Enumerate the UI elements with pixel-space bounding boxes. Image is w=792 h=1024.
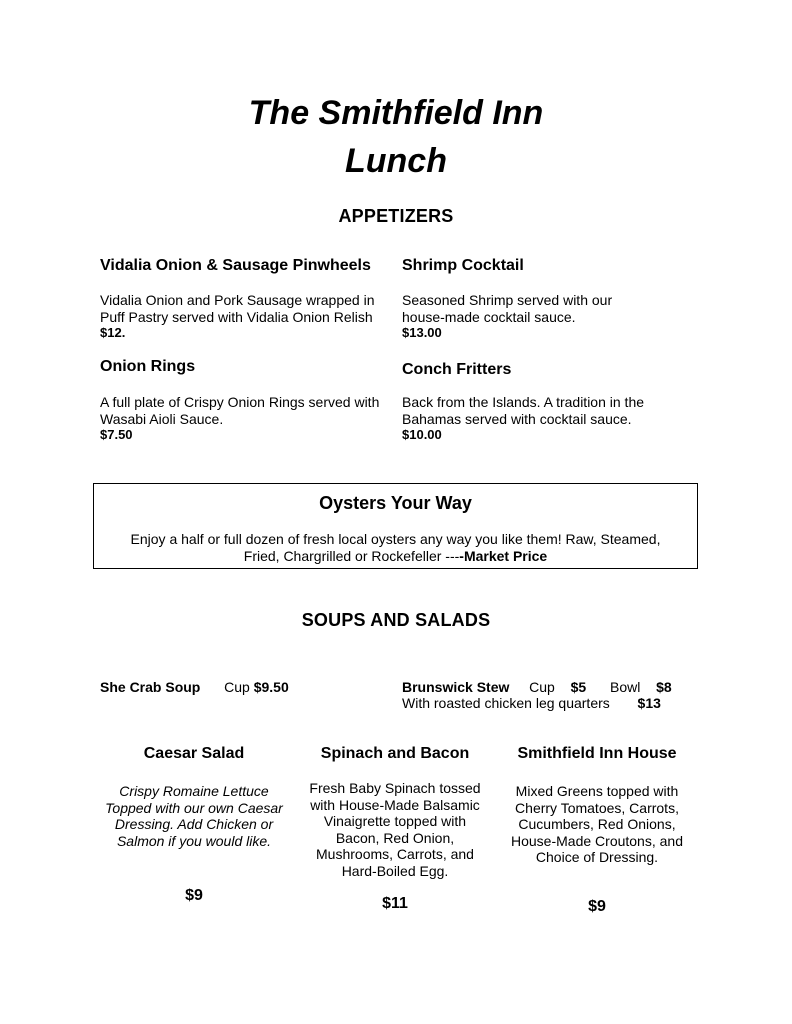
desc-line: Mixed Greens topped with xyxy=(515,783,679,799)
appetizers-heading: APPETIZERS xyxy=(338,206,454,226)
appetizer-name-conch-fritters: Conch Fritters xyxy=(402,361,512,378)
salad-name-house: Smithfield Inn House xyxy=(517,745,677,762)
appetizer-desc-conch-fritters xyxy=(402,394,644,443)
desc-line: house-made cocktail sauce. xyxy=(402,308,576,325)
salad-desc-spinach-bacon xyxy=(302,780,488,879)
desc-line: Back from the Islands. A tradition in the xyxy=(402,394,645,410)
brunswick-extra-row xyxy=(402,695,661,712)
desc-line: Fresh Baby Spinach tossed xyxy=(309,780,481,796)
desc-line: Crispy Romaine Lettuce xyxy=(119,783,269,799)
soups-salads-heading: SOUPS AND SALADS xyxy=(301,610,491,630)
desc-line: Mushrooms, Carrots, and xyxy=(316,846,474,862)
she-crab-cup-label: Cup xyxy=(224,679,250,695)
salad-name-caesar: Caesar Salad xyxy=(143,745,245,762)
desc-line: Vinaigrette topped with xyxy=(323,813,467,829)
appetizer-price-pinwheels: $12. xyxy=(100,325,126,340)
appetizer-price-conch-fritters: $10.00 xyxy=(402,427,442,442)
she-crab-soup-row xyxy=(100,679,289,696)
desc-line: Seasoned Shrimp served with our xyxy=(402,292,613,308)
desc-line: A full plate of Crispy Onion Rings served with xyxy=(100,394,380,410)
appetizer-price-onion-rings: $7.50 xyxy=(100,427,133,442)
desc-line: Topped with our own Caesar xyxy=(105,799,283,816)
meal-title: Lunch xyxy=(345,142,447,180)
brunswick-stew-row xyxy=(402,679,672,696)
brunswick-extra-text: With roasted chicken leg quarters xyxy=(402,695,610,711)
desc-line: Choice of Dressing. xyxy=(535,849,659,865)
desc-line: Puff Pastry served with Vidalia Onion Relish xyxy=(100,308,373,325)
salad-price-spinach-bacon: $11 xyxy=(382,895,408,912)
oysters-title: Oysters Your Way xyxy=(319,493,472,513)
salad-desc-caesar xyxy=(101,783,287,849)
desc-line: Bahamas served with cocktail sauce. xyxy=(402,410,632,427)
brunswick-stew-name: Brunswick Stew xyxy=(402,679,510,695)
salad-price-house: $9 xyxy=(588,898,606,915)
salad-caesar xyxy=(101,745,287,763)
brunswick-bowl-price: $8 xyxy=(656,679,672,695)
desc-line: with House-Made Balsamic xyxy=(310,796,480,813)
she-crab-soup-name: She Crab Soup xyxy=(100,679,201,695)
restaurant-title: The Smithfield Inn xyxy=(248,94,544,132)
desc-line: Vidalia Onion and Pork Sausage wrapped in xyxy=(100,292,375,308)
oysters-line-1: Enjoy a half or full dozen of fresh local oysters any way you like them! Raw, Steamed, xyxy=(130,531,661,547)
appetizer-name-onion-rings: Onion Rings xyxy=(100,358,196,375)
she-crab-cup-price: $9.50 xyxy=(253,679,289,695)
salad-desc-house xyxy=(504,783,690,866)
desc-line: Cucumbers, Red Onions, xyxy=(518,816,676,832)
desc-line: House-Made Croutons, and xyxy=(511,832,683,849)
salad-price-caesar: $9 xyxy=(185,887,203,904)
oysters-line-2-text: Fried, Chargrilled or Rockefeller --- xyxy=(243,547,460,564)
oysters-box xyxy=(93,483,698,569)
salad-spinach-bacon xyxy=(302,745,488,763)
appetizer-price-shrimp-cocktail: $13.00 xyxy=(402,325,442,340)
brunswick-cup-price: $5 xyxy=(570,679,587,695)
brunswick-bowl-label: Bowl xyxy=(609,679,641,695)
desc-line: Bacon, Red Onion, xyxy=(335,829,455,846)
salad-house xyxy=(504,745,690,763)
desc-line: Cherry Tomatoes, Carrots, xyxy=(515,799,679,816)
oysters-market-price: -Market Price xyxy=(459,547,548,564)
appetizer-desc-pinwheels xyxy=(100,292,374,341)
appetizer-name-shrimp-cocktail: Shrimp Cocktail xyxy=(402,257,524,274)
desc-line: Wasabi Aioli Sauce. xyxy=(100,410,224,427)
appetizer-desc-shrimp-cocktail xyxy=(402,292,612,341)
brunswick-cup-label: Cup xyxy=(529,679,555,695)
appetizer-desc-onion-rings xyxy=(100,394,379,443)
desc-line: Salmon if you would like. xyxy=(116,832,272,849)
salad-name-spinach-bacon: Spinach and Bacon xyxy=(320,745,470,762)
desc-line: Hard-Boiled Egg. xyxy=(341,862,449,879)
appetizer-name-pinwheels: Vidalia Onion & Sausage Pinwheels xyxy=(100,257,371,274)
oysters-line-2 xyxy=(114,548,677,565)
oysters-description xyxy=(114,531,677,564)
brunswick-extra-price: $13 xyxy=(637,695,661,711)
desc-line: Dressing. Add Chicken or xyxy=(114,816,274,832)
